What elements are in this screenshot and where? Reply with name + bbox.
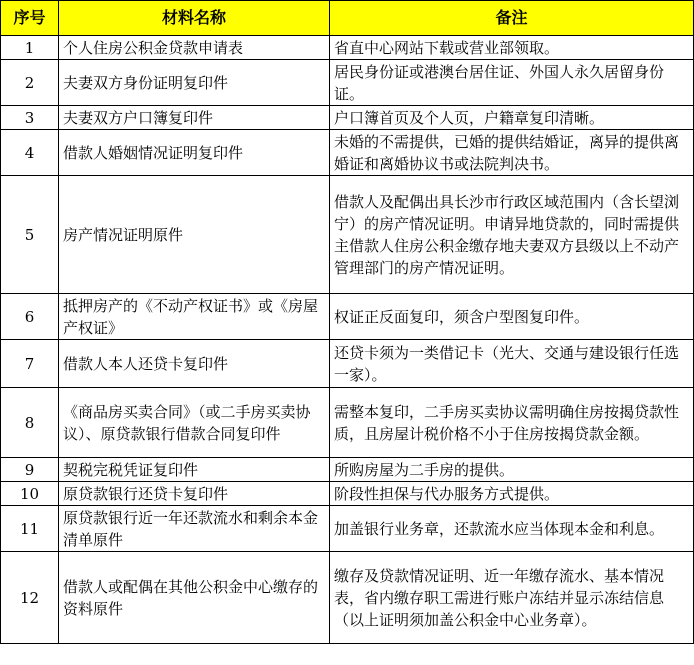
row-remarks: 未婚的不需提供，已婚的提供结婚证，离异的提供离婚证和离婚协议书或法院判决书。 (330, 130, 694, 176)
row-remarks: 所购房屋为二手房的提供。 (330, 458, 694, 482)
table-row (1, 506, 694, 552)
row-number: 1 (1, 36, 59, 60)
row-material-name: 《商品房买卖合同》（或二手房买卖协议）、原贷款银行借款合同复印件 (59, 388, 330, 458)
row-remarks: 省直中心网站下载或营业部领取。 (330, 36, 694, 60)
table-row (1, 482, 694, 506)
row-material-name: 契税完税凭证复印件 (59, 458, 330, 482)
table-row (1, 340, 694, 388)
row-number: 3 (1, 106, 59, 130)
table-row (1, 106, 694, 130)
row-remarks: 借款人及配偶出具长沙市行政区域范围内（含长望浏宁）的房产情况证明。申请异地贷款的，同时需提供主借款人住房公积金缴存地夫妻双方县级以上不动产管理部门的房产情况证明。 (330, 176, 694, 294)
row-number: 8 (1, 388, 59, 458)
row-remarks: 还贷卡须为一类借记卡（光大、交通与建设银行任选一家）。 (330, 340, 694, 388)
row-number: 9 (1, 458, 59, 482)
row-remarks: 阶段性担保与代办服务方式提供。 (330, 482, 694, 506)
row-material-name: 原贷款银行还贷卡复印件 (59, 482, 330, 506)
table-header-row (1, 1, 694, 36)
table-row (1, 458, 694, 482)
table-row (1, 388, 694, 458)
row-number: 5 (1, 176, 59, 294)
row-remarks: 需整本复印，二手房买卖协议需明确住房按揭贷款性质，且房屋计税价格不小于住房按揭贷款金额。 (330, 388, 694, 458)
row-remarks: 居民身份证或港澳台居住证、外国人永久居留身份证。 (330, 60, 694, 106)
row-number: 4 (1, 130, 59, 176)
row-number: 11 (1, 506, 59, 552)
table-row (1, 36, 694, 60)
row-number: 12 (1, 552, 59, 644)
row-remarks: 户口簿首页及个人页，户籍章复印清晰。 (330, 106, 694, 130)
row-material-name: 房产情况证明原件 (59, 176, 330, 294)
row-number: 2 (1, 60, 59, 106)
row-number: 7 (1, 340, 59, 388)
header-remarks: 备注 (330, 1, 694, 36)
row-material-name: 夫妻双方户口簿复印件 (59, 106, 330, 130)
row-material-name: 抵押房产的《不动产权证书》或《房屋产权证》 (59, 294, 330, 340)
row-material-name: 借款人本人还贷卡复印件 (59, 340, 330, 388)
row-material-name: 借款人或配偶在其他公积金中心缴存的资料原件 (59, 552, 330, 644)
header-number: 序号 (1, 1, 59, 36)
row-remarks: 权证正反面复印，须含户型图复印件。 (330, 294, 694, 340)
row-material-name: 借款人婚姻情况证明复印件 (59, 130, 330, 176)
row-material-name: 夫妻双方身份证明复印件 (59, 60, 330, 106)
table-row (1, 294, 694, 340)
row-remarks: 缴存及贷款情况证明、近一年缴存流水、基本情况表，省内缴存职工需进行账户冻结并显示冻结信息（以上证明须加盖公积金中心业务章）。 (330, 552, 694, 644)
row-material-name: 个人住房公积金贷款申请表 (59, 36, 330, 60)
header-material-name: 材料名称 (59, 1, 330, 36)
row-number: 10 (1, 482, 59, 506)
row-number: 6 (1, 294, 59, 340)
row-remarks: 加盖银行业务章，还款流水应当体现本金和利息。 (330, 506, 694, 552)
table-row (1, 60, 694, 106)
table-row (1, 130, 694, 176)
row-material-name: 原贷款银行近一年还款流水和剩余本金清单原件 (59, 506, 330, 552)
table-row (1, 552, 694, 644)
table-row (1, 176, 694, 294)
